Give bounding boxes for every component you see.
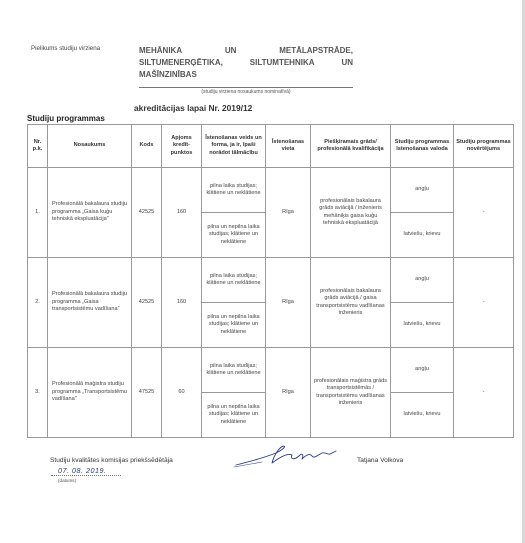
cell-language: angļu <box>391 168 454 213</box>
header-name: Nosaukums <box>48 125 132 168</box>
cell-evaluation: - <box>454 168 514 258</box>
cell-credits: 160 <box>162 168 202 258</box>
direction-word: MEHĀNIKA <box>139 46 183 55</box>
cell-place: Rīga <box>266 258 311 348</box>
cell-credits: 60 <box>162 348 202 438</box>
date-caption: (datums) <box>58 478 77 483</box>
study-programmes-table <box>27 124 514 438</box>
table-header-row <box>28 125 514 168</box>
cell-language: angļu <box>391 348 454 393</box>
header-place: Īstenošanas vieta <box>266 125 311 168</box>
header-code: Kods <box>132 125 162 168</box>
date-underline <box>51 475 121 476</box>
accreditation-title: akreditācijas lapai Nr. 2019/12 <box>134 103 253 113</box>
cell-degree: profesionālais maģistra grāds transportsistēmās / transportsistēmu vadīšanas inženieris <box>311 348 391 438</box>
cell-code: 42525 <box>132 168 162 258</box>
cell-language: latviešu, krievu <box>391 303 454 348</box>
header-degree: Piešķiramais grāds/ profesionālā kvalifikācija <box>311 125 391 168</box>
cell-form: pilna un nepilna laika studijas; klātiene un neklātiene <box>202 303 266 348</box>
direction-word: UN <box>341 58 353 67</box>
cell-language: latviešu, krievu <box>391 393 454 438</box>
cell-degree: profesionālais bakalaura grāds aviācijā / inženieris mehāniķis gaisa kuģu tehniskā ekspluatācijā <box>311 168 391 258</box>
cell-place: Rīga <box>266 348 311 438</box>
cell-programme-name: Profesionālā bakalaura studiju programma „Gaisa transportsistēmu vadīšana” <box>48 258 132 348</box>
handwritten-signature <box>232 443 344 469</box>
table-row <box>28 348 514 393</box>
cell-credits: 160 <box>162 258 202 348</box>
table-row <box>28 168 514 213</box>
cell-nr: 1. <box>28 168 48 258</box>
signer-name: Tatjana Volkova <box>357 457 404 464</box>
cell-form: pilna laika studijas; klātiene un neklātiene <box>202 258 266 303</box>
cell-form: pilna un nepilna laika studijas; klātiene un neklātiene <box>202 393 266 438</box>
direction-caption: (studiju virziena nosaukums nominatīvā) <box>201 89 291 95</box>
study-direction-title <box>139 45 353 81</box>
section-title: Studiju programmas <box>27 114 105 123</box>
annex-label: Pielikums studiju virziena <box>31 45 101 52</box>
header-evaluation: Studiju programmas novērtējums <box>454 125 514 168</box>
cell-form: pilna laika studijas; klātiene un neklātiene <box>202 168 266 213</box>
header-credits: Apjoms kredīt-punktos <box>162 125 202 168</box>
direction-word: MAŠĪNZINĪBAS <box>139 70 197 79</box>
cell-language: angļu <box>391 258 454 303</box>
table-row <box>28 258 514 303</box>
cell-nr: 3. <box>28 348 48 438</box>
cell-form: pilna un nepilna laika studijas; klātiene un neklātiene <box>202 213 266 258</box>
direction-word: SILTUMTEHNIKA <box>249 58 315 67</box>
cell-code: 47525 <box>132 348 162 438</box>
cell-evaluation: - <box>454 258 514 348</box>
cell-degree: profesionālais bakalaura grāds aviācijā / gaisa transportsistēmu vadīšanas inženieris <box>311 258 391 348</box>
direction-word: SILTUMENERĢĒTIKA, <box>139 58 223 67</box>
cell-programme-name: Profesionālā maģistra studiju programma „Transportsistēmu vadīšana” <box>48 348 132 438</box>
cell-programme-name: Profesionālā bakalaura studiju programma „Gaisa kuģu tehniskā ekspluatācija” <box>48 168 132 258</box>
header-language: Studiju programmas īstenošanas valoda <box>391 125 454 168</box>
cell-language: latviešu, krievu <box>391 213 454 258</box>
cell-form: pilna laika studijas; klātiene un neklātiene <box>202 348 266 393</box>
direction-line <box>139 69 353 81</box>
direction-underline <box>139 87 353 88</box>
cell-evaluation: - <box>454 348 514 438</box>
direction-line <box>139 45 353 57</box>
cell-code: 42525 <box>132 258 162 348</box>
cell-nr: 2. <box>28 258 48 348</box>
signature-date: 07. 08. 2019. <box>58 466 107 475</box>
signer-title: Studiju kvalitātes komisijas priekšsēdētāja <box>50 457 173 464</box>
direction-word: UN <box>224 46 237 55</box>
header-form: Īstenošanas veids un forma, ja ir, īpaši norādot tālmācību <box>202 125 266 168</box>
direction-word: METĀLAPSTRĀDE, <box>279 46 353 55</box>
direction-line <box>139 57 353 69</box>
header-nr: Nr. p.k. <box>28 125 48 168</box>
cell-place: Rīga <box>266 168 311 258</box>
